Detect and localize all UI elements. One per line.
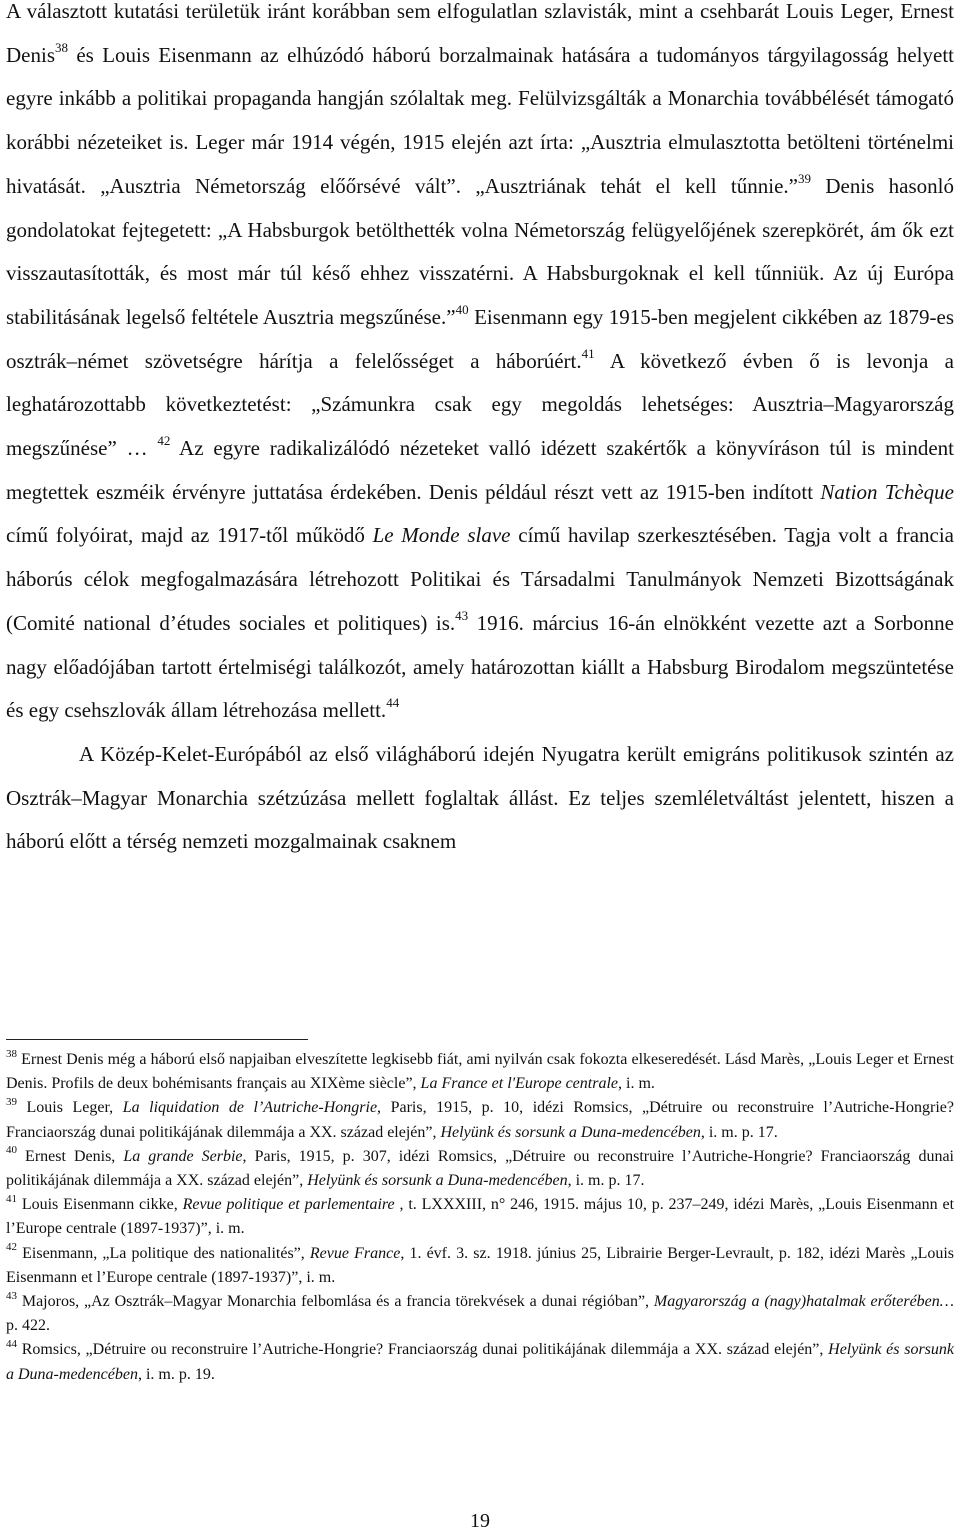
text-run: Louis Leger,: [17, 1099, 123, 1117]
footnote-marker: 41: [6, 1192, 17, 1205]
footnote-marker: 38: [6, 1047, 17, 1060]
footnote: [6, 1338, 954, 1386]
italic-title: Helyünk és sorsunk a Duna-medencében: [440, 1123, 701, 1141]
footnote: [6, 1193, 954, 1241]
page-number: 19: [470, 1510, 490, 1532]
text-run: , i. m. p. 17.: [700, 1123, 778, 1141]
text-run: Az egyre radikalizálódó nézeteket valló idézett szakértők a könyvíráson túl is mindent megtettek eszméik érvényre juttatása érdekében. Denis például részt vett az 1915-ben indított: [6, 436, 954, 504]
text-run: Ernest Denis még a háború első napjaiban elveszítette legkisebb fiát, ami nyilván csak fokozta elkeseredését. Lásd Marès, „Louis Leger et Ernest Denis. Profils de deux bohémisants français au XIXème siècle”,: [6, 1051, 954, 1093]
text-run: 1916. március 16-án elnökként vezette azt a Sorbonne nagy előadójában tartott értelmiségi találkozót, amely határozottan kiállt a Habsburg Birodalom megszüntetése és egy csehszlovák állam létrehozása mellett.: [6, 610, 955, 723]
italic-title: La grande Serbie: [123, 1147, 243, 1165]
footnote-marker: 39: [798, 170, 811, 186]
footnote-separator: [6, 1039, 308, 1040]
italic-title: Helyünk és sorsunk a Duna-medencében: [307, 1172, 568, 1190]
footnote-marker: 44: [386, 695, 400, 711]
text-run: című havilap szerkesztésében. Tagja volt a francia háborús célok megfogalmazására létrehozott Politikai és Társadalmi Tanulmányok Nemzeti Bizottságának (Comité national d’études sociales et politiques) is.: [6, 523, 955, 635]
italic-title: Helyünk és sorsunk a Duna-medencében: [6, 1341, 954, 1383]
text-run: , i. m. p. 17.: [567, 1172, 645, 1190]
italic-title: Revue France: [309, 1244, 401, 1262]
text-run: Louis Eisenmann cikke,: [17, 1196, 183, 1214]
footnote: [6, 1145, 954, 1193]
text-run: , Paris, 1915, p. 307, idézi Romsics, „Détruire ou reconstruire l’Autriche-Hongrie? Franciaország dunai politikájának dilemmája a XX. század elején”,: [6, 1147, 955, 1190]
text-run: , i. m.: [618, 1075, 655, 1093]
text-run: A választott kutatási területük iránt korábban sem elfogulatlan szlavisták, mint a csehbarát Louis Leger, Ernest Denis: [6, 0, 954, 67]
footnote-marker: 43: [6, 1289, 17, 1302]
italic-title: La France et l'Europe centrale: [420, 1075, 618, 1093]
paragraph: [6, 733, 954, 864]
italic-title: La liquidation de l’Autriche-Hongrie: [122, 1099, 378, 1117]
italic-title: Nation Tchèque: [820, 479, 955, 504]
footnote: [6, 1242, 954, 1290]
footnote-marker: 44: [6, 1338, 17, 1351]
text-run: Ernest Denis,: [17, 1147, 124, 1165]
text-run: , 1. évf. 3. sz. 1918. június 25, Librairie Berger-Levrault, p. 182, idézi Marès „Louis Eisenmann et l’Europe centrale (1897-1937)”, i. m.: [6, 1244, 955, 1286]
text-run: , t. LXXXIII, n° 246, 1915. május 10, p. 237–249, idézi Marès, „Louis Eisenmann et l’Europe centrale (1897-1937)”, i. m.: [6, 1196, 955, 1238]
text-run: Denis hasonló gondolatokat fejtegetett: „A Habsburgok betölthették volna Németország felügyelőjének szerepkörét, ám ők ezt visszautasították, és most már túl késő ehhez visszatérni. A Habsburgoknak el kell tűnniük. Az új Európa stabilitásának legelső feltétele Ausztria megszűnése.”: [6, 173, 954, 329]
text-run: Romsics, „Détruire ou reconstruire l’Autriche-Hongrie? Franciaország dunai politikájának dilemmája a XX. század elején”,: [17, 1341, 829, 1359]
footnote-marker: 43: [455, 607, 469, 623]
footnote-marker: 41: [581, 345, 595, 361]
italic-title: Revue politique et parlementaire: [182, 1196, 395, 1214]
text-run: p. 422.: [6, 1317, 50, 1335]
footnote: [6, 1048, 954, 1096]
text-run: , Paris, 1915, p. 10, idézi Romsics, „Détruire ou reconstruire l’Autriche-Hongrie? Franciaország dunai politikájának dilemmája a XX. század elején”,: [6, 1099, 954, 1141]
footnote: [6, 1096, 954, 1144]
footnote-marker: 42: [6, 1241, 17, 1254]
paragraph: [6, 0, 954, 733]
footnote-marker: 38: [55, 39, 68, 55]
text-run: Eisenmann egy 1915-ben megjelent cikkében az 1879-es osztrák–német szövetségre hárítja a felelősséget a háborúért.: [6, 304, 954, 373]
footnotes: [6, 1048, 954, 1387]
text-run: , i. m. p. 19.: [137, 1365, 215, 1383]
text-run: és Louis Eisenmann az elhúzódó háború borzalmainak hatására a tudományos tárgyilagosság helyett egyre inkább a politikai propaganda hangján szólaltak meg. Felülvizsgálták a Monarchia továbbélését támogató korábbi nézeteiket is. Leger már 1914 végén, 1915 elején azt írta: „Ausztria elmulasztotta betölteni történelmi hivatását. „Ausztria Németország előőrsévé vált”. „Ausztriának tehát el kell tűnnie.”: [6, 42, 954, 198]
footnote-marker: 40: [455, 301, 469, 317]
text-run: Eisenmann, „La politique des nationalités”,: [17, 1244, 310, 1262]
text-run: Majoros, „Az Osztrák–Magyar Monarchia felbomlása és a francia törekvések a dunai régióban”,: [17, 1293, 654, 1311]
footnote-marker: 39: [6, 1096, 17, 1109]
italic-title: Magyarország a (nagy)hatalmak erőterében…: [653, 1293, 955, 1311]
footnote-marker: 42: [157, 433, 171, 449]
italic-title: Le Monde slave: [372, 523, 511, 548]
text-run: A következő évben ő is levonja a leghatározottabb következtetést: „Számunkra csak egy megoldás lehetséges: Ausztria–Magyarország megszűnése” …: [6, 348, 954, 461]
body-text: [6, 0, 954, 864]
text-run: A Közép-Kelet-Európából az első világháború idején Nyugatra került emigráns politikusok szintén az Osztrák–Magyar Monarchia szétzúzása mellett foglaltak állást. Ez teljes szemléletváltást jelentett, hiszen a háború előtt a térség nemzeti mozgalmainak csaknem: [6, 741, 954, 854]
footnote: [6, 1290, 954, 1338]
footnote-marker: 40: [6, 1144, 17, 1157]
text-run: című folyóirat, majd az 1917-től működő: [6, 523, 373, 548]
